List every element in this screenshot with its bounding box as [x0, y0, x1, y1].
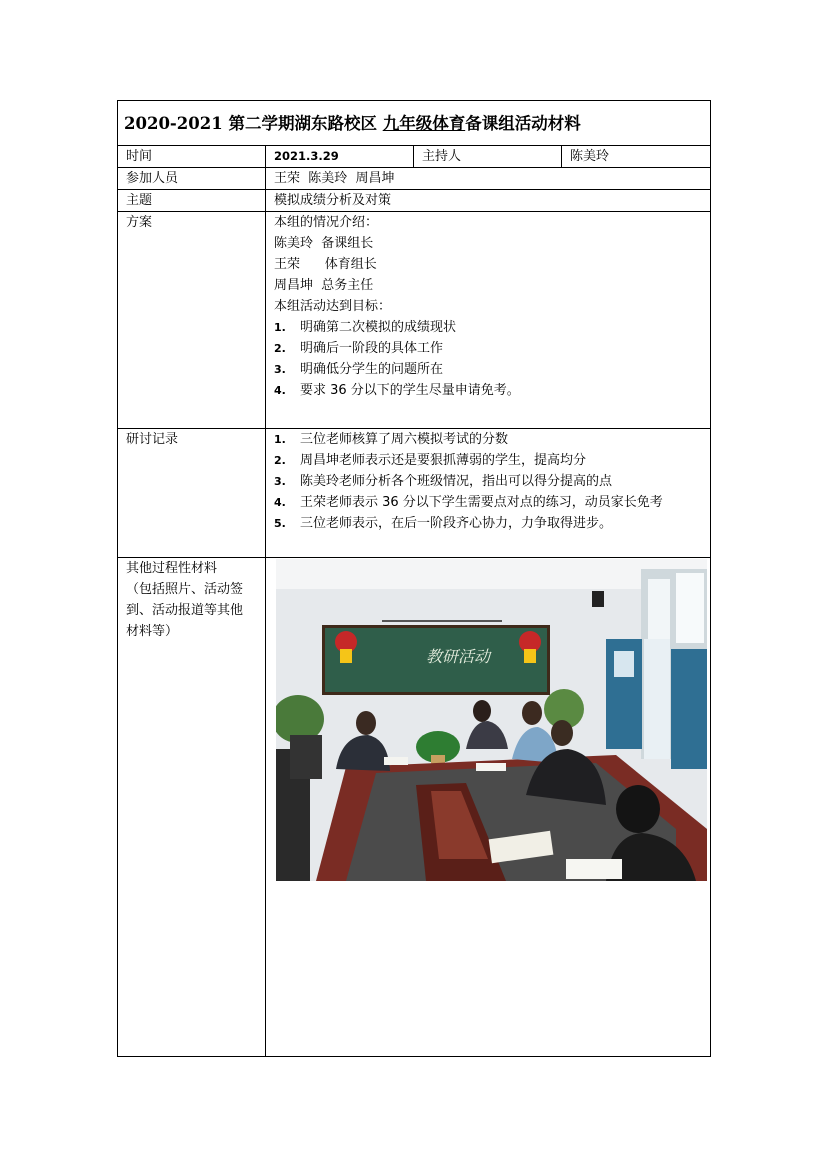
- time-label: 时间: [118, 146, 266, 168]
- plan-member: 王荣 体育组长: [274, 257, 377, 272]
- plan-label: 方案: [118, 212, 266, 429]
- plan-member: 陈美玲 备课组长: [274, 236, 374, 251]
- plan-intro: 本组的情况介绍：: [274, 215, 379, 230]
- list-item: 1. 三位老师核算了周六模拟考试的分数: [274, 432, 509, 447]
- host-label: 主持人: [414, 146, 562, 168]
- time-value: 2021.3.29: [266, 146, 414, 168]
- title-grade-subject: 九年级体育: [382, 113, 466, 133]
- plan-goal-list: [274, 317, 702, 401]
- participants-label: 参加人员: [118, 168, 266, 190]
- list-item: 1. 明确第二次模拟的成绩现状: [274, 320, 457, 335]
- host-value: 陈美玲: [562, 146, 711, 168]
- plan-content: [266, 212, 711, 429]
- record-label: 研讨记录: [118, 429, 266, 558]
- title-suffix: 备课组活动材料: [465, 113, 581, 133]
- list-item: 2. 明确后一阶段的具体工作: [274, 341, 444, 356]
- form-title: [118, 101, 711, 146]
- title-prefix: 2020-2021 第二学期湖东路校区: [124, 113, 383, 133]
- topic-label: 主题: [118, 190, 266, 212]
- meeting-photo: [276, 559, 707, 881]
- list-item: 5. 三位老师表示，在后一阶段齐心协力，力争取得进步。: [274, 516, 613, 531]
- activity-form: [117, 100, 710, 1057]
- plan-member: 周昌坤 总务主任: [274, 278, 374, 293]
- plan-goal-heading: 本组活动达到目标：: [274, 299, 392, 314]
- form-table: [117, 100, 711, 1057]
- list-item: 3. 陈美玲老师分析各个班级情况，指出可以得分提高的点: [274, 474, 613, 489]
- list-item: 4. 要求 36 分以下的学生尽量申请免考。: [274, 383, 520, 398]
- other-material-content: [266, 558, 711, 1057]
- record-content: [266, 429, 711, 558]
- topic-value: 模拟成绩分析及对策: [266, 190, 711, 212]
- board-text: 教研活动: [426, 647, 491, 666]
- list-item: 2. 周昌坤老师表示还是要狠抓薄弱的学生，提高均分: [274, 453, 587, 468]
- list-item: 3. 明确低分学生的问题所在: [274, 362, 444, 377]
- participants-value: 王荣 陈美玲 周昌坤: [266, 168, 711, 190]
- other-material-label: 其他过程性材料 （包括照片、活动签 到、活动报道等其他 材料等）: [118, 558, 266, 1057]
- list-item: 4. 王荣老师表示 36 分以下学生需要点对点的练习，动员家长免考: [274, 495, 663, 510]
- record-list: [274, 429, 702, 534]
